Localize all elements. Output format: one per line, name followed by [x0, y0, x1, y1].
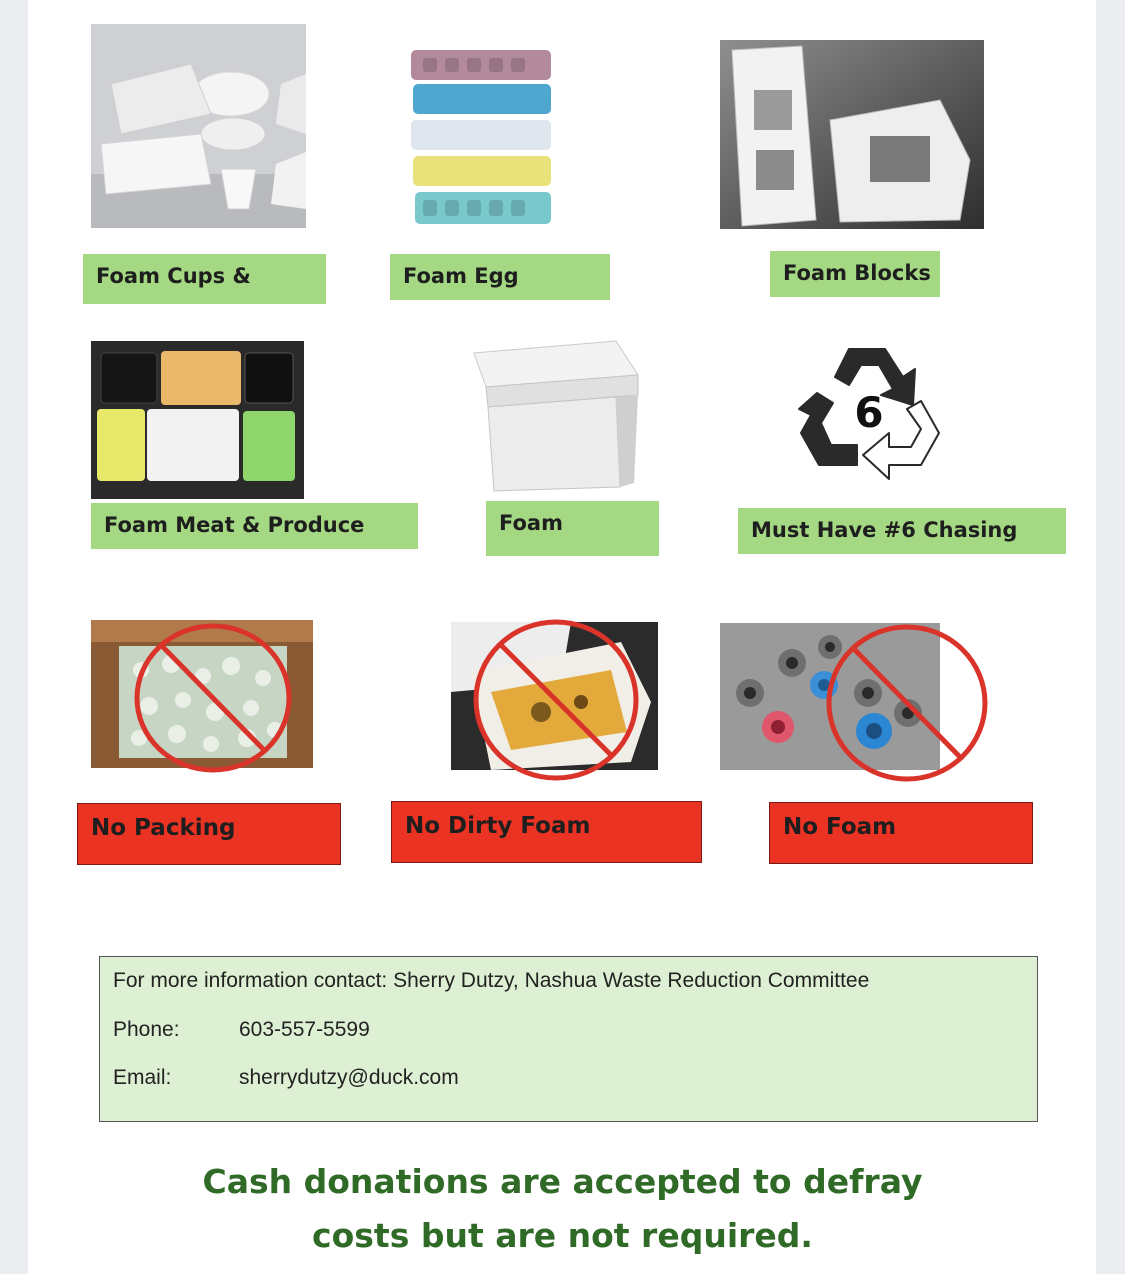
label-foam-meat-produce: Foam Meat & Produce [91, 503, 418, 549]
contact-box [99, 956, 1038, 1122]
foam-egg-cartons-photo [405, 44, 557, 230]
foam-cooler-photo [466, 335, 640, 495]
email-value[interactable]: sherrydutzy@duck.com [239, 1066, 459, 1089]
donation-line-2: costs but are not required. [312, 1216, 813, 1255]
label-foam-cooler: Foam [486, 501, 659, 556]
label-must-have-6: Must Have #6 Chasing [738, 508, 1066, 554]
prohibition-icon [132, 622, 294, 774]
contact-intro: For more information contact: Sherry Dutzy, Nashua Waste Reduction Committee [113, 969, 870, 992]
label-foam-blocks: Foam Blocks [770, 251, 940, 297]
recycle-6-symbol [793, 343, 945, 485]
recycle-number: 6 [854, 388, 884, 437]
phone-label: Phone: [113, 1018, 180, 1041]
label-foam-cups: Foam Cups & [83, 254, 326, 304]
prohibition-icon [824, 621, 990, 785]
foam-cups-photo [91, 24, 306, 228]
foam-blocks-photo [720, 40, 984, 229]
label-foam-egg: Foam Egg [390, 254, 610, 300]
label-no-foam: No Foam [769, 802, 1033, 864]
email-label: Email: [113, 1066, 172, 1089]
foam-meat-trays-photo [91, 341, 304, 499]
label-no-dirty-foam: No Dirty Foam [391, 801, 702, 863]
phone-value: 603-557-5599 [239, 1018, 370, 1041]
prohibition-icon [471, 617, 641, 783]
donation-line-1: Cash donations are accepted to defray [202, 1162, 923, 1201]
label-no-packing: No Packing [77, 803, 341, 865]
